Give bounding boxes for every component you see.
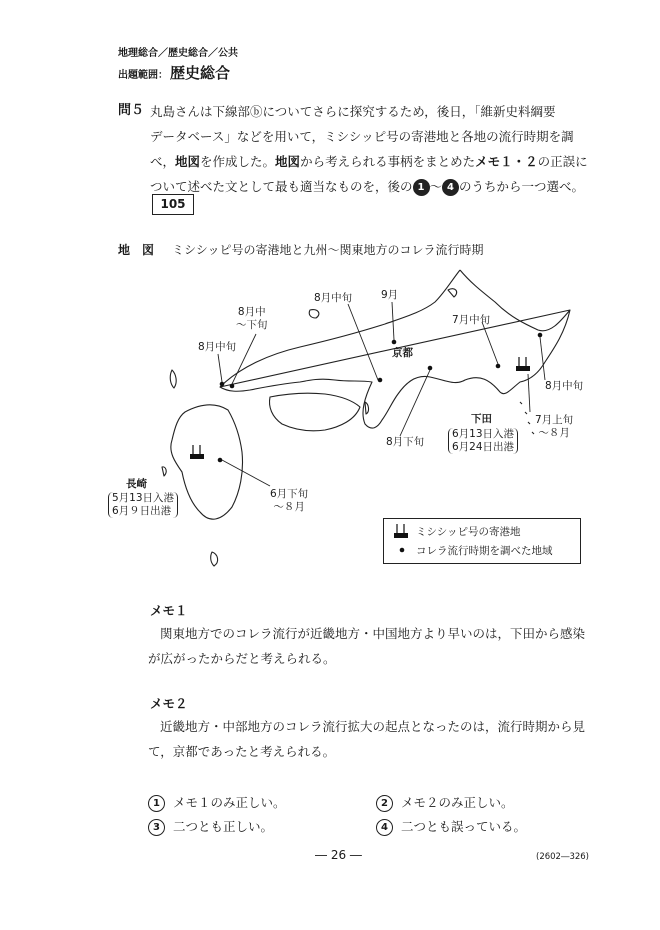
memo2-title: メモ２ xyxy=(150,696,188,711)
shikoku-outline xyxy=(270,393,361,431)
label-kii: 8月下旬 xyxy=(386,436,425,448)
label-kyoto-date: 9月 xyxy=(381,289,399,301)
choice-3[interactable]: 3 二つとも正しい。 xyxy=(148,817,273,836)
question-line-2: データベース」などを用いて，ミシシッピ号の寄港地と各地の流行時期を調 xyxy=(150,129,574,144)
label-kyoto: 京都 xyxy=(392,347,413,359)
izu-islands xyxy=(520,402,534,434)
range-value: 歴史総合 xyxy=(170,64,231,82)
label-kanto: 8月中旬 xyxy=(545,380,584,392)
map-title-text: ミシシッピ号の寄港地と九州～関東地方のコレラ流行時期 xyxy=(172,243,484,257)
ship-icon xyxy=(392,523,412,539)
map-title xyxy=(118,241,483,258)
ship-icon-shimoda xyxy=(516,357,530,371)
circled-number-icon: 3 xyxy=(148,819,165,836)
memo1-title: メモ１ xyxy=(150,603,188,618)
label-izu: 7月上旬 ～８月 xyxy=(535,414,574,439)
label-kinki: 8月中旬 xyxy=(314,292,353,304)
label-nagasaki-port: 5月13日入港 6月９日出港 xyxy=(108,492,178,518)
sado-outline xyxy=(448,289,457,297)
dot-icon xyxy=(398,546,406,554)
choice-1[interactable]: 1 メモ１のみ正しい。 xyxy=(148,793,286,812)
circled-number-icon: 2 xyxy=(376,795,393,812)
map-legend xyxy=(383,518,581,564)
legend-ship-label: ミシシッピ号の寄港地 xyxy=(416,526,521,538)
circled-number-icon: 4 xyxy=(376,819,393,836)
label-kyushu-e: 6月下旬 ～８月 xyxy=(270,488,309,513)
label-shimoda-port: 6月13日入港 6月24日出港 xyxy=(448,428,518,454)
label-chubu: 7月中旬 xyxy=(452,314,491,326)
question-line-4: ついて述べた文として最も適当なものを，後の 1 ～ 4 のうちから一つ選べ。 xyxy=(150,179,585,194)
ship-icon-nagasaki xyxy=(190,445,204,459)
circled-number-icon: 1 xyxy=(148,795,165,812)
awaji-outline xyxy=(365,402,369,414)
range-header xyxy=(118,62,230,83)
choice-2[interactable]: 2 メモ２のみ正しい。 xyxy=(376,793,514,812)
answer-number-box: 105 xyxy=(152,194,194,215)
goto-outline xyxy=(162,467,166,476)
kyushu-outline xyxy=(171,405,243,519)
label-kyushu-s: 8月中 ～下旬 xyxy=(236,306,268,331)
memo2-text: 近畿地方・中部地方のコレラ流行拡大の起点となったのは，流行時期から見 て，京都であったと考えられる。 xyxy=(148,719,586,759)
label-nagasaki: 長崎 xyxy=(126,478,147,490)
oki-outline xyxy=(309,310,319,318)
range-label: 出題範囲： xyxy=(118,70,168,81)
label-chugoku: 8月中旬 xyxy=(198,341,237,353)
exam-code: (2602―326) xyxy=(536,852,589,862)
page-number: ― 26 ― xyxy=(315,848,362,862)
choice-end-icon: 4 xyxy=(442,179,459,196)
label-shimoda: 下田 xyxy=(471,413,492,425)
question-line-3: べ，地図を作成した。地図から考えられる事柄をまとめたメモ１・２の正誤に xyxy=(150,154,588,169)
question-number: 問５ xyxy=(118,103,145,118)
memo1-text: 関東地方でのコレラ流行が近畿地方・中国地方より早いのは，下田から感染 が広がったからだと考えられる。 xyxy=(148,626,586,666)
question-text xyxy=(150,99,600,199)
choice-start-icon: 1 xyxy=(413,179,430,196)
tanegashima-outline xyxy=(211,552,218,566)
map-title-label: 地 図 xyxy=(118,243,155,257)
subjects-header: 地理総合／歴史総合／公共 xyxy=(118,48,238,59)
choice-4[interactable]: 4 二つとも誤っている。 xyxy=(376,817,526,836)
tsushima-outline xyxy=(170,370,176,388)
legend-dot-label: コレラ流行時期を調べた地域 xyxy=(416,545,553,557)
question-line-1: 丸島さんは下線部ⓑについてさらに探究するため，後日，「維新史料綱要 xyxy=(150,104,556,119)
